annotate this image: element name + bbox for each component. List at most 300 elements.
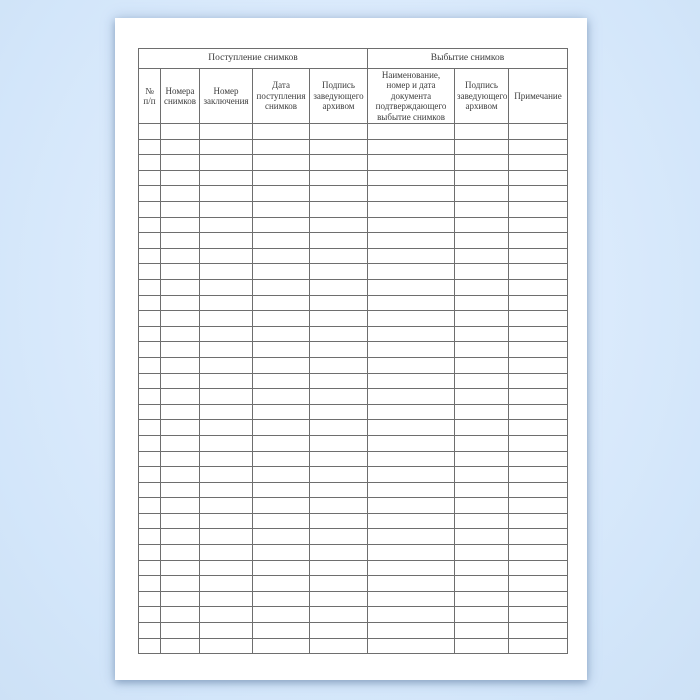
table-cell	[200, 498, 253, 514]
table-cell	[161, 435, 200, 451]
table-cell	[368, 155, 455, 171]
table-cell	[368, 467, 455, 483]
table-cell	[368, 373, 455, 389]
table-cell	[161, 607, 200, 623]
table-row	[139, 217, 568, 233]
table-cell	[200, 233, 253, 249]
group-header-row	[139, 49, 568, 69]
table-cell	[253, 342, 310, 358]
table-cell	[253, 467, 310, 483]
table-row	[139, 389, 568, 405]
table-cell	[310, 264, 368, 280]
table-cell	[200, 357, 253, 373]
table-cell	[455, 155, 509, 171]
table-cell	[161, 638, 200, 654]
table-cell	[161, 279, 200, 295]
table-cell	[368, 264, 455, 280]
table-cell	[368, 311, 455, 327]
table-cell	[368, 451, 455, 467]
table-cell	[455, 279, 509, 295]
table-cell	[368, 170, 455, 186]
table-cell	[310, 498, 368, 514]
column-header-image-numbers: Номера снимков	[161, 69, 200, 124]
table-cell	[509, 404, 568, 420]
table-row	[139, 591, 568, 607]
table-cell	[139, 389, 161, 405]
table-cell	[161, 420, 200, 436]
table-cell	[455, 139, 509, 155]
table-cell	[139, 591, 161, 607]
table-cell	[310, 560, 368, 576]
table-cell	[310, 311, 368, 327]
table-row	[139, 373, 568, 389]
table-cell	[368, 342, 455, 358]
table-cell	[509, 482, 568, 498]
table-cell	[455, 248, 509, 264]
table-cell	[253, 295, 310, 311]
table-cell	[509, 451, 568, 467]
table-cell	[455, 513, 509, 529]
table-cell	[253, 186, 310, 202]
table-cell	[509, 202, 568, 218]
table-cell	[368, 186, 455, 202]
table-cell	[253, 124, 310, 140]
table-cell	[200, 186, 253, 202]
table-row	[139, 529, 568, 545]
table-cell	[368, 623, 455, 639]
table-cell	[368, 638, 455, 654]
table-cell	[161, 124, 200, 140]
table-cell	[455, 420, 509, 436]
table-cell	[253, 560, 310, 576]
table-cell	[200, 342, 253, 358]
table-row	[139, 155, 568, 171]
table-cell	[368, 202, 455, 218]
table-cell	[161, 560, 200, 576]
table-cell	[139, 186, 161, 202]
table-row	[139, 279, 568, 295]
table-cell	[139, 233, 161, 249]
table-cell	[368, 560, 455, 576]
table-cell	[310, 217, 368, 233]
table-cell	[368, 217, 455, 233]
table-cell	[200, 435, 253, 451]
table-cell	[455, 124, 509, 140]
table-cell	[455, 451, 509, 467]
table-cell	[253, 420, 310, 436]
table-cell	[455, 311, 509, 327]
table-cell	[310, 404, 368, 420]
table-cell	[509, 498, 568, 514]
table-cell	[310, 155, 368, 171]
table-cell	[200, 139, 253, 155]
table-cell	[253, 170, 310, 186]
table-cell	[200, 124, 253, 140]
table-row	[139, 623, 568, 639]
table-cell	[509, 545, 568, 561]
table-cell	[310, 326, 368, 342]
table-cell	[368, 139, 455, 155]
table-cell	[310, 451, 368, 467]
column-header-disposal-document: Наименование, номер и дата документа подтверждающего выбытие снимков	[368, 69, 455, 124]
table-cell	[161, 295, 200, 311]
table-cell	[368, 357, 455, 373]
table-cell	[253, 217, 310, 233]
table-cell	[200, 404, 253, 420]
table-cell	[368, 248, 455, 264]
table-cell	[310, 248, 368, 264]
table-cell	[200, 311, 253, 327]
table-cell	[200, 264, 253, 280]
table-cell	[200, 248, 253, 264]
table-cell	[161, 248, 200, 264]
table-row	[139, 420, 568, 436]
table-row	[139, 326, 568, 342]
table-cell	[253, 326, 310, 342]
table-row	[139, 357, 568, 373]
table-cell	[200, 217, 253, 233]
table-cell	[253, 155, 310, 171]
table-cell	[253, 311, 310, 327]
table-row	[139, 435, 568, 451]
table-cell	[200, 545, 253, 561]
table-cell	[455, 498, 509, 514]
table-cell	[200, 155, 253, 171]
table-cell	[139, 451, 161, 467]
table-cell	[310, 623, 368, 639]
table-cell	[455, 389, 509, 405]
table-cell	[253, 591, 310, 607]
table-cell	[139, 373, 161, 389]
table-body	[139, 124, 568, 654]
table-cell	[139, 139, 161, 155]
table-cell	[509, 638, 568, 654]
table-row	[139, 482, 568, 498]
table-cell	[310, 124, 368, 140]
table-row	[139, 186, 568, 202]
table-cell	[161, 482, 200, 498]
table-cell	[455, 638, 509, 654]
table-cell	[253, 389, 310, 405]
table-cell	[310, 638, 368, 654]
table-cell	[368, 420, 455, 436]
table-cell	[253, 248, 310, 264]
table-cell	[139, 264, 161, 280]
table-cell	[455, 435, 509, 451]
table-cell	[509, 513, 568, 529]
table-cell	[200, 170, 253, 186]
table-cell	[310, 389, 368, 405]
table-cell	[455, 591, 509, 607]
table-row	[139, 576, 568, 592]
table-cell	[455, 467, 509, 483]
table-cell	[509, 217, 568, 233]
table-cell	[253, 451, 310, 467]
table-cell	[253, 513, 310, 529]
table-cell	[161, 623, 200, 639]
table-cell	[455, 295, 509, 311]
table-cell	[161, 529, 200, 545]
table-cell	[200, 482, 253, 498]
table-cell	[368, 545, 455, 561]
table-cell	[200, 638, 253, 654]
table-cell	[253, 373, 310, 389]
table-cell	[509, 529, 568, 545]
table-cell	[139, 311, 161, 327]
table-cell	[368, 482, 455, 498]
column-header-conclusion-number: Номер заключения	[200, 69, 253, 124]
table-cell	[509, 373, 568, 389]
table-cell	[310, 373, 368, 389]
table-cell	[200, 529, 253, 545]
table-cell	[509, 311, 568, 327]
table-cell	[139, 357, 161, 373]
table-cell	[139, 202, 161, 218]
table-cell	[455, 186, 509, 202]
table-cell	[253, 435, 310, 451]
document-sheet	[115, 18, 587, 680]
table-cell	[139, 170, 161, 186]
table-cell	[310, 233, 368, 249]
table-row	[139, 607, 568, 623]
table-cell	[161, 498, 200, 514]
table-cell	[161, 513, 200, 529]
table-cell	[200, 373, 253, 389]
table-cell	[161, 311, 200, 327]
table-cell	[161, 451, 200, 467]
table-cell	[509, 279, 568, 295]
table-cell	[139, 404, 161, 420]
table-row	[139, 498, 568, 514]
table-cell	[253, 482, 310, 498]
table-cell	[455, 202, 509, 218]
table-cell	[310, 420, 368, 436]
table-cell	[253, 638, 310, 654]
table-cell	[455, 607, 509, 623]
table-cell	[161, 342, 200, 358]
table-cell	[509, 248, 568, 264]
table-cell	[139, 467, 161, 483]
table-cell	[368, 435, 455, 451]
table-cell	[139, 155, 161, 171]
table-cell	[509, 435, 568, 451]
table-cell	[139, 482, 161, 498]
table-cell	[161, 170, 200, 186]
table-cell	[253, 404, 310, 420]
table-cell	[200, 279, 253, 295]
table-row	[139, 342, 568, 358]
table-row	[139, 202, 568, 218]
table-cell	[509, 155, 568, 171]
table-cell	[200, 513, 253, 529]
table-cell	[139, 326, 161, 342]
table-row	[139, 139, 568, 155]
table-cell	[161, 373, 200, 389]
column-header-archivist-signature-receipt: Подпись заведующего архивом	[310, 69, 368, 124]
column-header-receipt-date: Дата поступления снимков	[253, 69, 310, 124]
table-row	[139, 560, 568, 576]
table-row	[139, 545, 568, 561]
table-cell	[200, 389, 253, 405]
table-cell	[509, 560, 568, 576]
table-cell	[253, 576, 310, 592]
table-row	[139, 513, 568, 529]
column-header-row	[139, 69, 568, 124]
table-cell	[253, 607, 310, 623]
table-cell	[200, 623, 253, 639]
register-table	[138, 48, 568, 654]
table-cell	[200, 326, 253, 342]
table-cell	[455, 342, 509, 358]
table-cell	[253, 264, 310, 280]
table-cell	[368, 591, 455, 607]
table-row	[139, 264, 568, 280]
table-cell	[310, 295, 368, 311]
table-cell	[139, 513, 161, 529]
table-cell	[509, 420, 568, 436]
table-cell	[139, 638, 161, 654]
table-cell	[509, 591, 568, 607]
table-cell	[139, 342, 161, 358]
table-cell	[253, 202, 310, 218]
table-cell	[139, 623, 161, 639]
group-header-disposal: Выбытие снимков	[368, 49, 568, 69]
table-cell	[200, 295, 253, 311]
table-cell	[253, 357, 310, 373]
table-cell	[161, 264, 200, 280]
table-cell	[200, 560, 253, 576]
table-row	[139, 170, 568, 186]
table-cell	[509, 389, 568, 405]
table-cell	[161, 202, 200, 218]
table-cell	[310, 591, 368, 607]
table-cell	[368, 124, 455, 140]
table-cell	[200, 607, 253, 623]
table-cell	[509, 576, 568, 592]
table-cell	[455, 326, 509, 342]
table-cell	[161, 576, 200, 592]
table-cell	[310, 435, 368, 451]
table-row	[139, 451, 568, 467]
table-row	[139, 124, 568, 140]
table-cell	[139, 529, 161, 545]
table-cell	[509, 139, 568, 155]
table-cell	[310, 576, 368, 592]
table-cell	[455, 170, 509, 186]
table-cell	[161, 233, 200, 249]
table-cell	[509, 326, 568, 342]
table-cell	[310, 139, 368, 155]
table-cell	[310, 357, 368, 373]
table-cell	[368, 295, 455, 311]
table-cell	[509, 357, 568, 373]
table-header	[139, 49, 568, 124]
table-cell	[161, 326, 200, 342]
table-cell	[310, 467, 368, 483]
table-row	[139, 638, 568, 654]
table-cell	[139, 576, 161, 592]
table-cell	[200, 451, 253, 467]
table-cell	[455, 373, 509, 389]
column-header-notes: Примечание	[509, 69, 568, 124]
table-cell	[161, 217, 200, 233]
table-cell	[368, 279, 455, 295]
table-cell	[310, 482, 368, 498]
table-cell	[139, 498, 161, 514]
table-cell	[139, 248, 161, 264]
table-cell	[455, 264, 509, 280]
table-cell	[139, 217, 161, 233]
table-cell	[368, 233, 455, 249]
table-cell	[368, 576, 455, 592]
table-cell	[139, 124, 161, 140]
table-cell	[161, 545, 200, 561]
table-cell	[139, 435, 161, 451]
column-header-archivist-signature-disposal: Подпись заведующего архивом	[455, 69, 509, 124]
table-cell	[139, 295, 161, 311]
table-row	[139, 233, 568, 249]
table-cell	[455, 482, 509, 498]
table-cell	[253, 498, 310, 514]
table-cell	[455, 217, 509, 233]
table-cell	[455, 233, 509, 249]
table-cell	[455, 576, 509, 592]
table-cell	[139, 420, 161, 436]
table-cell	[161, 591, 200, 607]
table-cell	[310, 513, 368, 529]
table-row	[139, 295, 568, 311]
table-cell	[161, 467, 200, 483]
table-cell	[161, 404, 200, 420]
table-cell	[368, 326, 455, 342]
table-cell	[310, 186, 368, 202]
table-cell	[509, 623, 568, 639]
table-cell	[509, 170, 568, 186]
group-header-receipt: Поступление снимков	[139, 49, 368, 69]
table-cell	[161, 139, 200, 155]
table-row	[139, 467, 568, 483]
table-cell	[200, 467, 253, 483]
table-cell	[161, 357, 200, 373]
table-cell	[509, 233, 568, 249]
table-cell	[509, 124, 568, 140]
table-cell	[253, 623, 310, 639]
table-cell	[455, 623, 509, 639]
table-cell	[455, 560, 509, 576]
table-cell	[368, 389, 455, 405]
table-row	[139, 248, 568, 264]
table-cell	[139, 607, 161, 623]
table-cell	[368, 513, 455, 529]
table-cell	[253, 545, 310, 561]
table-cell	[455, 529, 509, 545]
table-cell	[368, 529, 455, 545]
table-cell	[368, 498, 455, 514]
table-cell	[310, 170, 368, 186]
table-cell	[161, 186, 200, 202]
table-cell	[509, 467, 568, 483]
table-cell	[253, 529, 310, 545]
table-cell	[455, 357, 509, 373]
table-cell	[253, 279, 310, 295]
table-cell	[310, 529, 368, 545]
table-cell	[455, 404, 509, 420]
table-cell	[139, 545, 161, 561]
table-cell	[509, 264, 568, 280]
table-cell	[310, 545, 368, 561]
table-cell	[161, 389, 200, 405]
column-header-serial-number: № п/п	[139, 69, 161, 124]
